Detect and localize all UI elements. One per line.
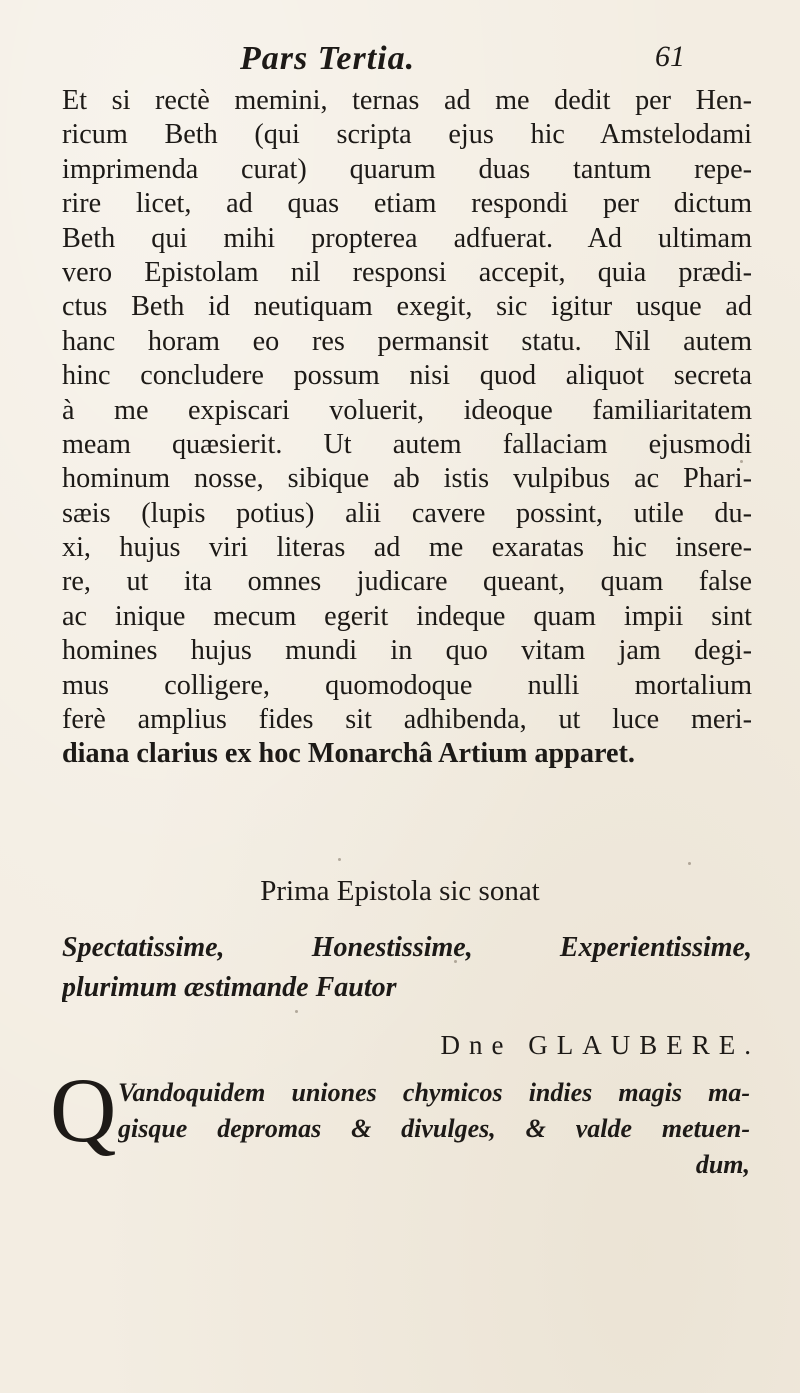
addressee: Dne GLAUBERE.: [440, 1030, 760, 1060]
text-line: xi, hujus viri literas ad me exaratas hic insere-: [62, 532, 752, 564]
letter-heading: Prima Epistola sic sonat: [260, 875, 540, 907]
drop-cap: Q: [50, 1059, 117, 1161]
text-line: meam quæsierit. Ut autem fallaciam ejusmodi: [62, 428, 752, 460]
letter-line: gisque depromas & divulges, & valde metuen-: [118, 1114, 750, 1143]
letter-line: Vandoquidem uniones chymicos indies magis ma-: [118, 1078, 750, 1107]
text-line: ctus Beth id neutiquam exegit, sic igitur usque ad: [62, 291, 752, 323]
text-line: hominum nosse, sibique ab istis vulpibus ac Phari-: [62, 463, 752, 495]
text-line: re, ut ita omnes judicare queant, quam false: [62, 566, 752, 598]
text-line: imprimenda curat) quarum duas tantum repe-: [62, 153, 752, 185]
text-line: rire licet, ad quas etiam respondi per dictum: [62, 188, 752, 220]
text-line: homines hujus mundi in quo vitam jam degi-: [62, 635, 752, 667]
text-line: ferè amplius fides sit adhibenda, ut luce meri-: [62, 704, 752, 736]
letter-opening: [118, 1075, 750, 1183]
text-line: à me expiscari voluerit, ideoque familiaritatem: [62, 394, 752, 426]
letter-line: dum,: [695, 1150, 750, 1179]
text-line: diana clarius ex hoc Monarchâ Artium apparet.: [62, 738, 635, 770]
salutation: [62, 928, 752, 1008]
text-line: hanc horam eo res permansit statu. Nil autem: [62, 325, 752, 357]
main-paragraph: [62, 84, 752, 772]
running-title: Pars Tertia.: [240, 40, 416, 77]
text-line: Et si rectè memini, ternas ad me dedit per Hen-: [62, 85, 752, 116]
page-number: 61: [655, 40, 685, 73]
text-line: ricum Beth (qui scripta ejus hic Amstelodami: [62, 119, 752, 151]
text-line: sæis (lupis potius) alii cavere possint, utile du-: [62, 497, 752, 529]
salutation-line: plurimum æstimande Fautor: [62, 972, 397, 1003]
text-line: ac inique mecum egerit indeque quam impii sint: [62, 600, 752, 632]
page-header: [0, 40, 800, 90]
text-line: hinc concludere possum nisi quod aliquot secreta: [62, 360, 752, 392]
text-line: vero Epistolam nil responsi accepit, quia prædi-: [62, 256, 752, 288]
text-line: mus colligere, quomodoque nulli mortalium: [62, 669, 752, 701]
text-line: Beth qui mihi propterea adfuerat. Ad ultimam: [62, 222, 752, 254]
salutation-line: Spectatissime, Honestissime, Experientissime,: [62, 932, 752, 963]
